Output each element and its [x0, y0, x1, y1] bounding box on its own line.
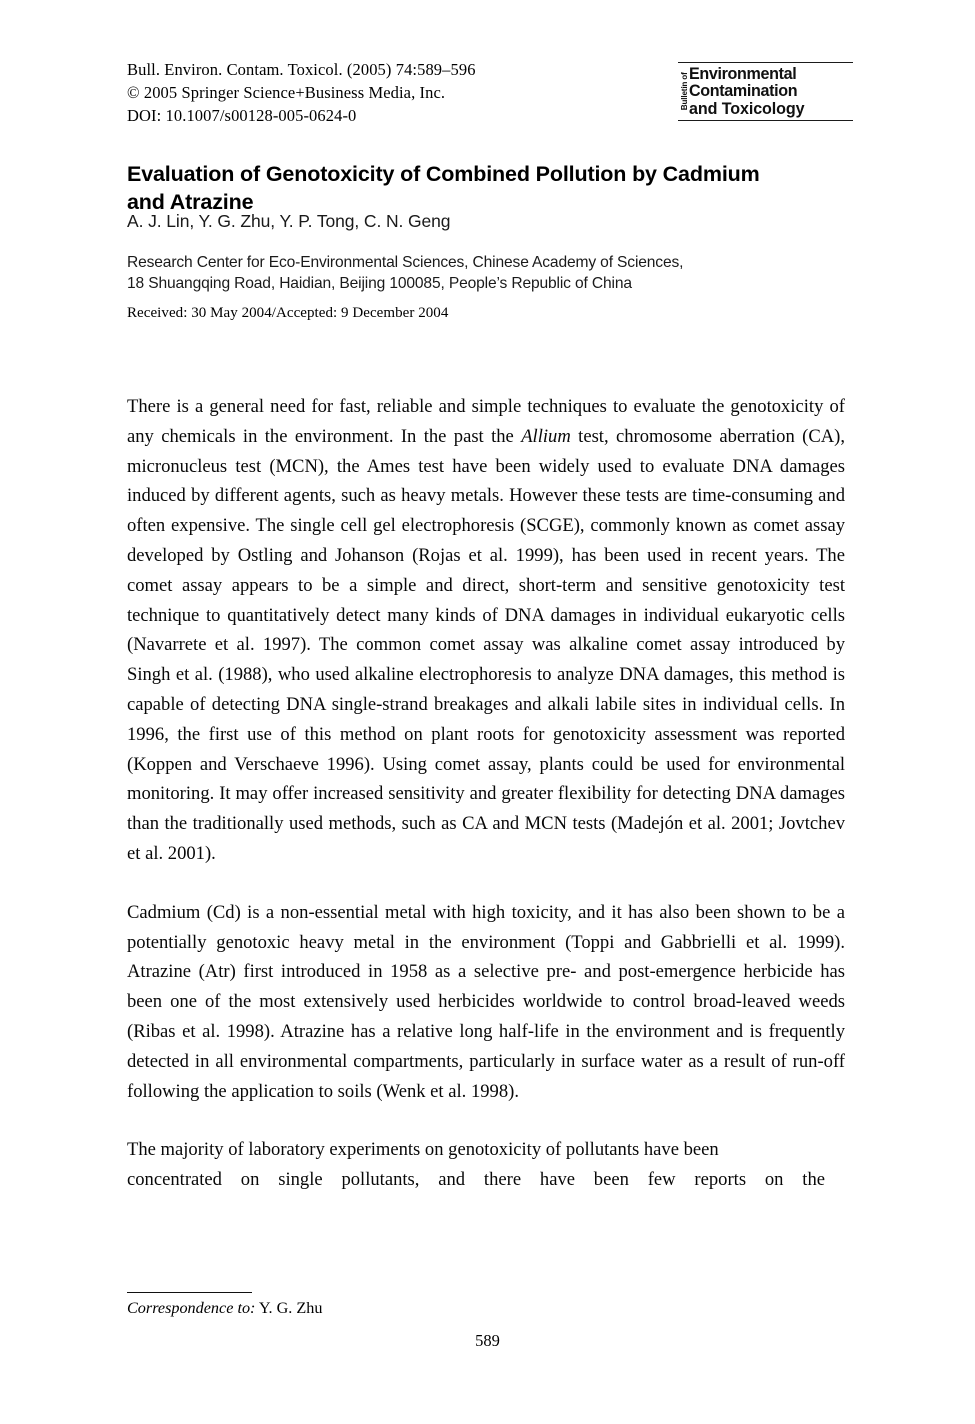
allium-italic-term: Allium: [521, 425, 571, 447]
received-accepted-line: Received: 30 May 2004/Accepted: 9 December 2004: [127, 305, 449, 321]
affiliation-line-2: 18 Shuangqing Road, Haidian, Beijing 100085, People’s Republic of China: [127, 275, 632, 292]
journal-logo-line-3: and Toxicology: [689, 98, 805, 118]
page-number: 589: [475, 1331, 500, 1350]
copyright-line: © 2005 Springer Science+Business Media, Inc.: [127, 83, 446, 102]
correspondence-label: Correspondence to:: [127, 1299, 256, 1317]
paper-body: [127, 392, 845, 1195]
journal-logo-title: [689, 65, 848, 117]
paragraph-1-text-part-2: test, chromosome aberration (CA), micronucleus test (MCN), the Ames test have been widely used to evaluate DNA damages induced by different agents, such as heavy metals. However these tests are time-consuming and often expensive. The single cell gel electrophoresis (SCGE), commonly known as comet assay developed by Ostling and Johanson (Rojas et al. 1999), has been used in recent years. The comet assay appears to be a simple and direct, short-term and sensitive genotoxicity test technique to quantitatively detect many kinds of DNA damages in individual eukaryotic cells (Navarrete et al. 1997). The common comet assay was alkaline comet assay introduced by Singh et al. (1988), who used alkaline electrophoresis to analyze DNA damages, this method is capable of detecting DNA single-strand breakages and alkali labile sites in individual cells. In 1996, the first use of this method on plant roots for genotoxicity assessment was reported (Koppen and Verschaeve 1996). Using comet assay, plants could be used for environmental monitoring. It may offer increased sensitivity and greater flexibility for detecting DNA damages than the traditionally used methods, such as CA and MCN tests (Madejón et al. 2001; Jovtchev et al. 2001).: [127, 425, 845, 864]
doi-line: DOI: 10.1007/s00128-005-0624-0: [127, 106, 357, 125]
body-paragraph-3: [127, 1135, 845, 1195]
paragraph-3-line-2: concentrated on single pollutants, and there have been few reports on the: [127, 1169, 825, 1191]
journal-logo: [678, 62, 853, 121]
footnote-separator-rule: [127, 1292, 252, 1293]
correspondence-name: Y. G. Zhu: [255, 1299, 323, 1317]
correspondence-note: [127, 1297, 322, 1319]
journal-logo-line-2: Contamination: [689, 81, 798, 101]
journal-logo-line-1: Environmental: [689, 64, 797, 83]
body-paragraph-1: [127, 392, 845, 869]
paper-title: Evaluation of Genotoxicity of Combined Pollution by Cadmium and Atrazine: [127, 162, 760, 215]
paragraph-1-text-part-1: There is a general need for fast, reliable and simple techniques to evaluate the genotoxicity of any chemicals in the environment. In the past the: [127, 396, 845, 447]
paper-affiliation: [127, 252, 857, 294]
journal-logo-bulletin-of-text: Bulletin of: [680, 72, 689, 111]
paragraph-3-line-1: The majority of laboratory experiments on genotoxicity of pollutants have been: [127, 1139, 719, 1161]
paper-authors: A. J. Lin, Y. G. Zhu, Y. P. Tong, C. N. Geng: [127, 211, 451, 231]
journal-citation-line: Bull. Environ. Contam. Toxicol. (2005) 74:589–596: [127, 60, 476, 79]
affiliation-line-1: Research Center for Eco-Environmental Sciences, Chinese Academy of Sciences,: [127, 254, 684, 271]
body-paragraph-2: Cadmium (Cd) is a non-essential metal with high toxicity, and it has also been shown to be a potentially genotoxic heavy metal in the environment (Toppi and Gabbrielli et al. 1999). Atrazine (Atr) first introduced in 1958 as a selective pre- and post-emergence herbicide has been one of the most extensively used herbicides worldwide to control broad-leaved weeds (Ribas et al. 1998). Atrazine has a relative long half-life in the environment and is frequently detected in all environmental compartments, particularly in surface water as a result of run-off following the application to soils (Wenk et al. 1998).: [127, 901, 845, 1102]
